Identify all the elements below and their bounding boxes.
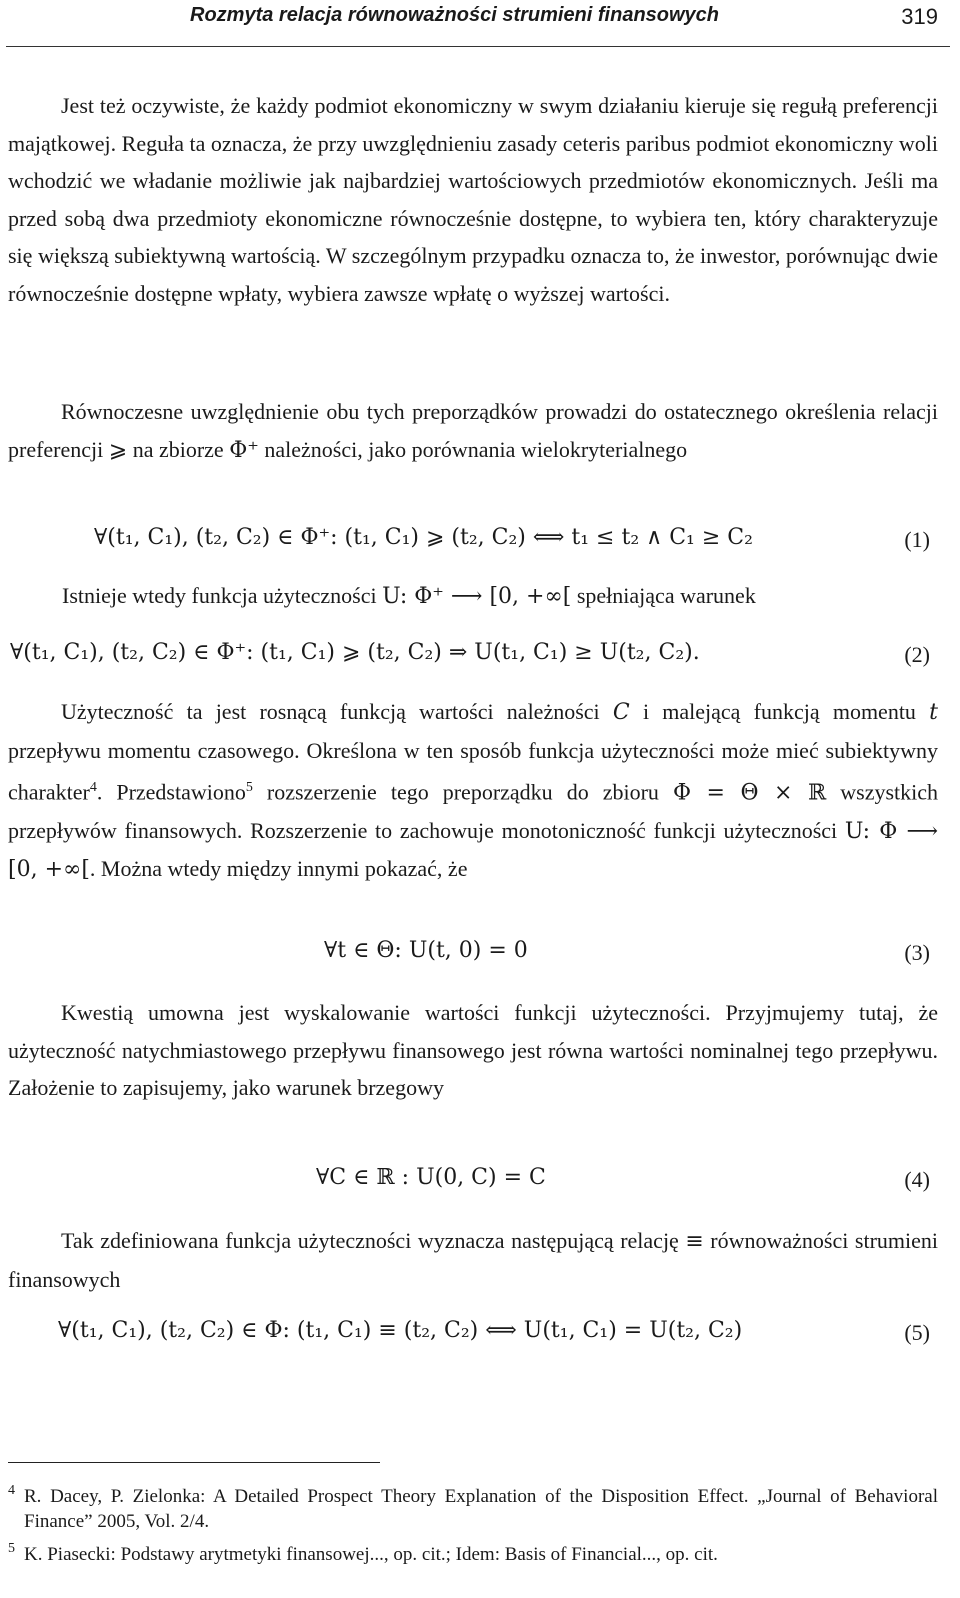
receivables-set-symbol: Φ⁺ xyxy=(229,437,259,463)
paragraph-4-text-a: Użyteczność ta jest rosnącą funkcją wartości należności xyxy=(61,699,613,724)
utility-mapping: U: Φ⁺ ⟶ [0, +∞[ xyxy=(382,584,572,609)
footnote-5-text: K. Piasecki: Podstawy arytmetyki finansowej..., op. cit.; Idem: Basis of Financial..., op. cit. xyxy=(24,1544,718,1565)
equation-3-number: (3) xyxy=(904,940,930,965)
footnote-ref-5[interactable]: 5 xyxy=(245,780,253,795)
equation-5-formula: ∀(t₁, C₁), (t₂, C₂) ∈ Φ: (t₁, C₁) ≡ (t₂, C₂) ⟺ U(t₁, C₁) = U(t₂, C₂) xyxy=(58,1318,743,1343)
equation-2-formula: ∀(t₁, C₁), (t₂, C₂) ∈ Φ⁺: (t₁, C₁) ⩾ (t₂, C₂) ⇒ U(t₁, C₁) ≥ U(t₂, C₂). xyxy=(10,640,700,665)
variable-t: t xyxy=(929,700,938,725)
paragraph-6 xyxy=(8,1222,938,1298)
paragraph-4-text-e: rozszerzenie tego preporządku do zbioru xyxy=(252,779,673,805)
page-header xyxy=(0,0,960,50)
utility-existence-line xyxy=(0,583,960,621)
paragraph-6-text-b: równoważności strumieni finansowych xyxy=(8,1228,939,1292)
paragraph-2 xyxy=(8,393,938,469)
equation-1-formula: ∀(t₁, C₁), (t₂, C₂) ∈ Φ⁺: (t₁, C₁) ⩾ (t₂, C₂) ⟺ t₁ ≤ t₂ ∧ C₁ ≥ C₂ xyxy=(94,525,753,550)
equation-3-formula: ∀t ∈ Θ: U(t, 0) = 0 xyxy=(324,938,528,963)
flow-set-definition: Φ = Θ × ℝ xyxy=(672,780,827,806)
footnote-4-text: R. Dacey, P. Zielonka: A Detailed Prospect Theory Explanation of the Disposition Effect. „Journal of Behavioral Finance” 2005, Vol. 2/4. xyxy=(24,1486,938,1532)
paragraph-4-text-d: . Przedstawiono xyxy=(96,779,246,805)
paragraph-6-text-a: Tak zdefiniowana funkcja użyteczności wyznacza następującą relację xyxy=(61,1228,686,1253)
paragraph-1: Jest też oczywiste, że każdy podmiot ekonomiczny w swym działaniu kieruje się regułą preferencji majątkowej. Reguła ta oznacza, że przy uwzględnieniu zasady ceteris paribus podmiot ekonomiczny woli wchodzić we władanie możliwie jak najbardziej wartościowych przedmiotów ekonomicznych. Jeśli ma przed sobą dwa przedmioty ekonomiczne równocześnie dostępne, to wybiera ten, który charakteryzuje się większą subiektywną wartością. W szczególnym przypadku oznacza to, że inwestor, porównując dwie równocześnie dostępne wpłaty, wybiera zawsze wpłatę o wyższej wartości. xyxy=(8,93,938,306)
equation-4 xyxy=(0,1165,960,1203)
footnote-separator xyxy=(8,1462,380,1463)
paragraph-2-text-b: na zbiorze xyxy=(127,436,230,462)
variable-C: C xyxy=(612,700,630,725)
paragraph-4-text-f: wszystkich przepływów finansowych. Rozszerzenie to zachowuje monotoniczność funkcji użyteczności xyxy=(8,779,939,843)
equation-2 xyxy=(0,640,960,678)
utility-mapping-extended: U: Φ ⟶ [0, +∞[ xyxy=(8,818,938,883)
utility-existence-after: spełniająca warunek xyxy=(571,583,756,608)
utility-existence-text xyxy=(62,583,756,609)
utility-existence-label: Istnieje wtedy funkcja użyteczności xyxy=(62,583,383,608)
paragraph-4-text-c: przepływu momentu czasowego. Określona w ten sposób funkcja użyteczności może mieć subiektywny charakter xyxy=(8,737,938,805)
header-rule xyxy=(6,46,950,47)
equation-5-number: (5) xyxy=(904,1320,930,1345)
running-title: Rozmyta relacja równoważności strumieni finansowych xyxy=(190,4,720,26)
equation-5 xyxy=(0,1318,960,1356)
equation-4-number: (4) xyxy=(904,1167,930,1192)
footnote-5 xyxy=(8,1542,938,1567)
equation-4-formula: ∀C ∈ ℝ : U(0, C) = C xyxy=(316,1165,546,1190)
footnote-5-mark: 5 xyxy=(8,1541,15,1556)
equation-1 xyxy=(0,525,960,563)
paragraph-4 xyxy=(8,693,938,889)
preference-relation-symbol: ⩾ xyxy=(108,437,128,463)
paragraph-5: Kwestią umowna jest wyskalowanie wartości funkcji użyteczności. Przyjmujemy tutaj, że użyteczność natychmiastowego przepływu finansowego jest równa wartości nominalnej tego przepływu. Założenie to zapisujemy, jako warunek brzegowy xyxy=(8,1000,938,1100)
equation-1-number: (1) xyxy=(904,527,930,552)
equation-2-number: (2) xyxy=(904,642,930,667)
equivalence-relation-symbol: ≡ xyxy=(685,1229,704,1254)
footnote-ref-4[interactable]: 4 xyxy=(89,780,97,795)
paragraph-4-text-g: . Można wtedy między innymi pokazać, że xyxy=(89,856,468,882)
paragraph-2-text-c: należności, jako porównania wielokryterialnego xyxy=(258,436,688,462)
page-number: 319 xyxy=(901,4,938,29)
paragraph-2-text-a: Równoczesne uwzględnienie obu tych preporządków prowadzi do ostatecznego określenia relacji preferencji xyxy=(8,399,938,462)
footnote-4-mark: 4 xyxy=(8,1483,15,1498)
equation-3 xyxy=(0,938,960,976)
paragraph-4-text-b: i malejącą funkcją momentu xyxy=(629,699,930,724)
footnote-4 xyxy=(8,1484,938,1534)
